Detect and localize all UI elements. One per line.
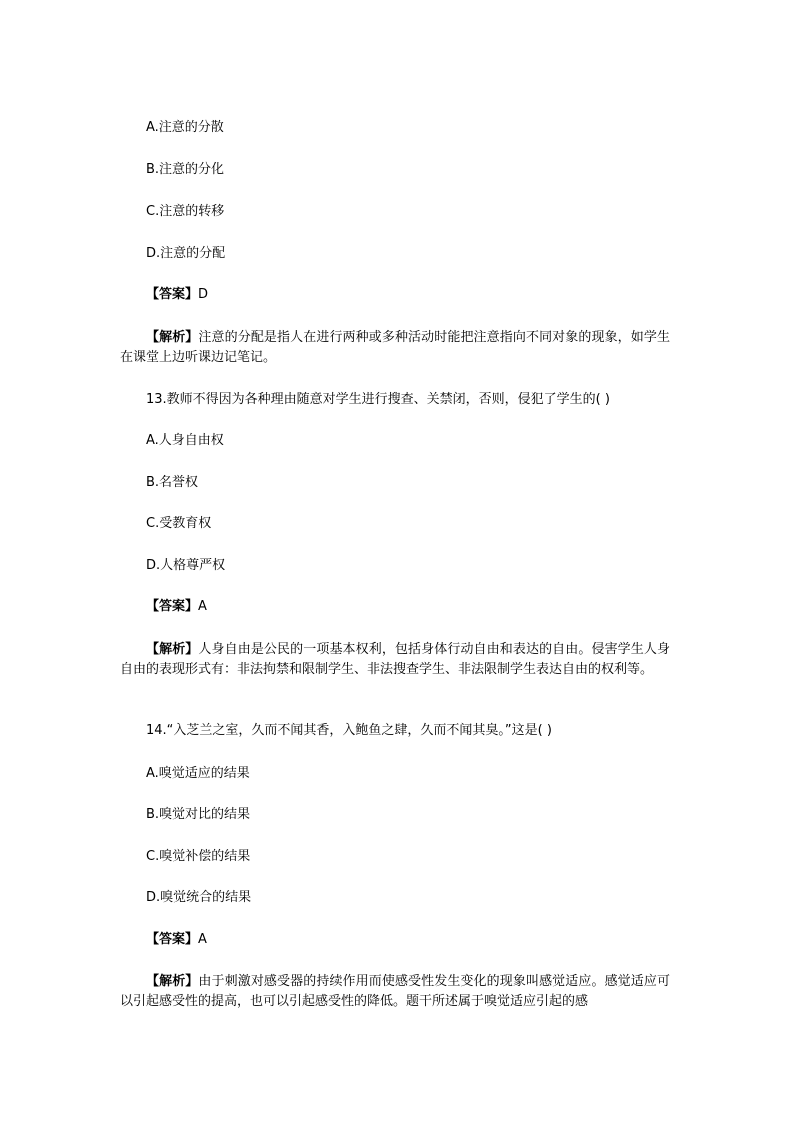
answer-value: D xyxy=(198,287,209,302)
q12-option-a: A.注意的分散 xyxy=(146,120,224,135)
answer-value: A xyxy=(198,599,207,614)
q14-analysis xyxy=(120,972,670,1012)
analysis-label: 【解析】 xyxy=(146,330,199,345)
q12-option-d: D.注意的分配 xyxy=(146,246,226,261)
q14-option-c: C.嗅觉补偿的结果 xyxy=(146,849,251,864)
analysis-label: 【解析】 xyxy=(146,642,199,657)
q13-option-b: B.名誉权 xyxy=(146,475,199,490)
answer-value: A xyxy=(198,932,207,947)
analysis-text: 人身自由是公民的一项基本权利，包括身体行动自由和表达的自由。侵害学生人身自由的表现形式有：非法拘禁和限制学生、非法搜查学生、非法限制学生表达自由的权利等。 xyxy=(120,642,670,677)
q12-option-c: C.注意的转移 xyxy=(146,204,225,219)
q13-option-a: A.人身自由权 xyxy=(146,433,224,448)
q12-analysis xyxy=(120,328,670,368)
answer-label: 【答案】 xyxy=(146,287,199,302)
answer-label: 【答案】 xyxy=(146,599,199,614)
analysis-text: 由于刺激对感受器的持续作用而使感受性发生变化的现象叫感觉适应。感觉适应可以引起感受性的提高，也可以引起感受性的降低。题干所述属于嗅觉适应引起的感 xyxy=(120,974,670,1009)
q13-option-d: D.人格尊严权 xyxy=(146,558,226,573)
q13-question: 13.教师不得因为各种理由随意对学生进行搜查、关禁闭，否则，侵犯了学生的( ) xyxy=(146,392,610,407)
analysis-text: 注意的分配是指人在进行两种或多种活动时能把注意指向不同对象的现象，如学生在课堂上边听课边记笔记。 xyxy=(120,330,670,365)
q13-option-c: C.受教育权 xyxy=(146,516,212,531)
q13-analysis xyxy=(120,640,670,680)
q14-option-d: D.嗅觉统合的结果 xyxy=(146,890,252,905)
q14-question: 14.“入芝兰之室，久而不闻其香，入鲍鱼之肆，久而不闻其臭。”这是( ) xyxy=(146,723,552,738)
answer-label: 【答案】 xyxy=(146,932,199,947)
q14-option-b: B.嗅觉对比的结果 xyxy=(146,807,251,822)
q12-answer xyxy=(146,286,208,304)
analysis-label: 【解析】 xyxy=(146,974,199,989)
q13-answer xyxy=(146,598,207,616)
q14-option-a: A.嗅觉适应的结果 xyxy=(146,766,250,781)
q14-answer xyxy=(146,931,207,949)
q12-option-b: B.注意的分化 xyxy=(146,162,225,177)
